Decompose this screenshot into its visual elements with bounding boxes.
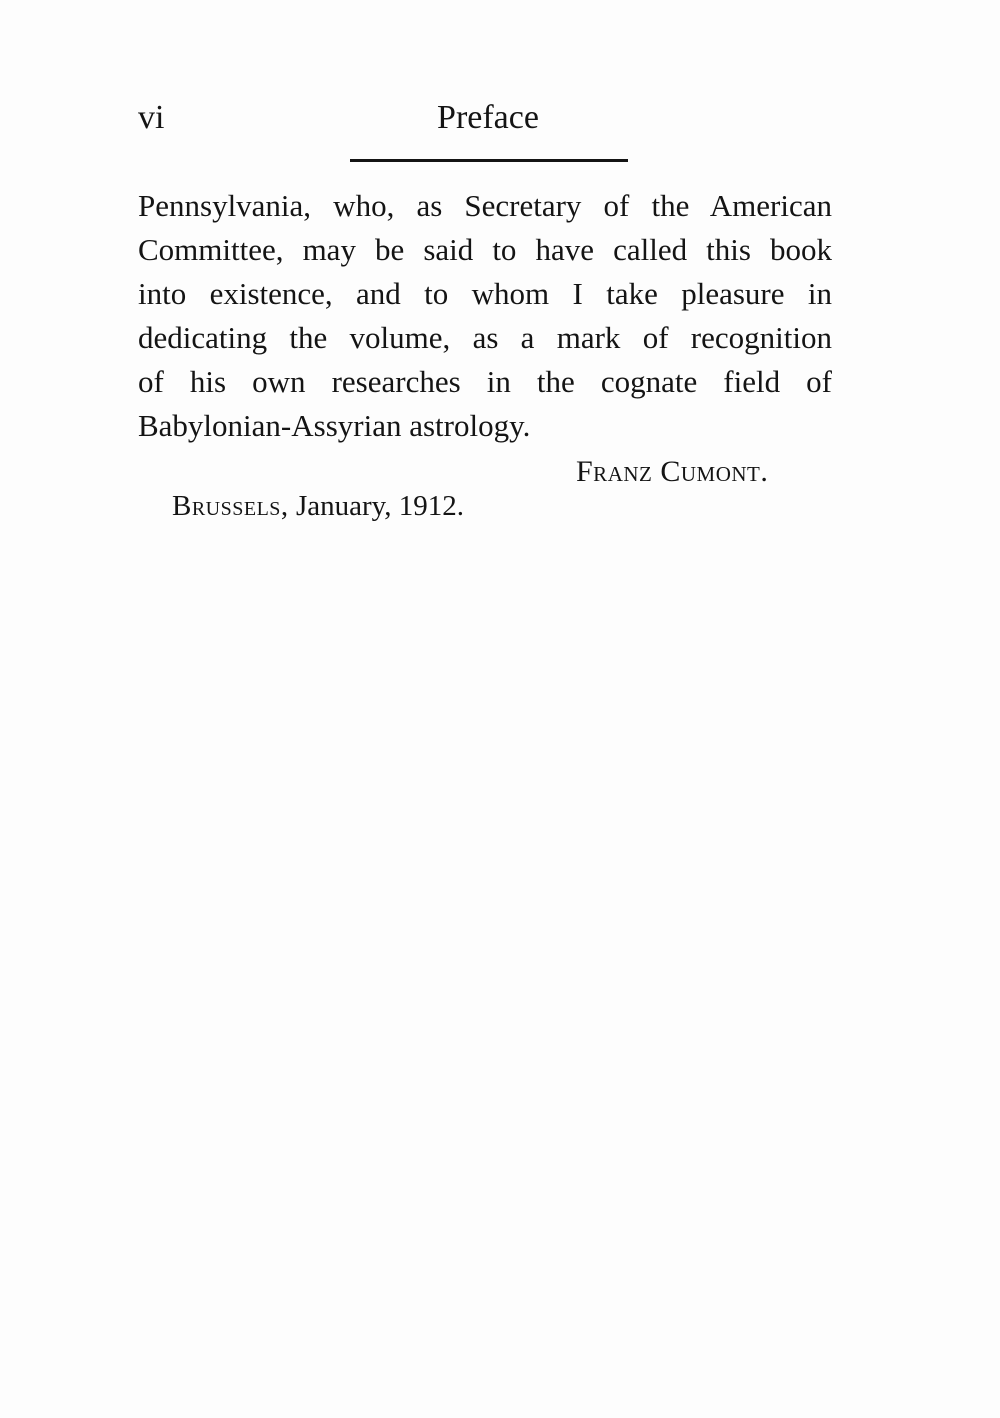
running-head: Preface <box>437 99 539 136</box>
text-line: Pennsylvania, who, as Secretary of the American <box>138 188 832 223</box>
dateline-place: Brussels, <box>172 490 289 522</box>
body-paragraph <box>138 184 832 448</box>
text-line: Babylonian-Assyrian astrology. <box>138 408 531 443</box>
dateline <box>172 486 464 526</box>
text-line: of his own researches in the cognate field of <box>138 364 832 399</box>
header-rule <box>350 159 628 162</box>
dateline-date: January, 1912. <box>295 490 464 522</box>
text-line: into existence, and to whom I take pleasure in <box>138 276 832 311</box>
text-line: dedicating the volume, as a mark of recognition <box>138 320 832 355</box>
text-line: Committee, may be said to have called this book <box>138 232 832 267</box>
page-number: vi <box>138 99 165 136</box>
author-signature: Franz Cumont. <box>576 455 769 488</box>
